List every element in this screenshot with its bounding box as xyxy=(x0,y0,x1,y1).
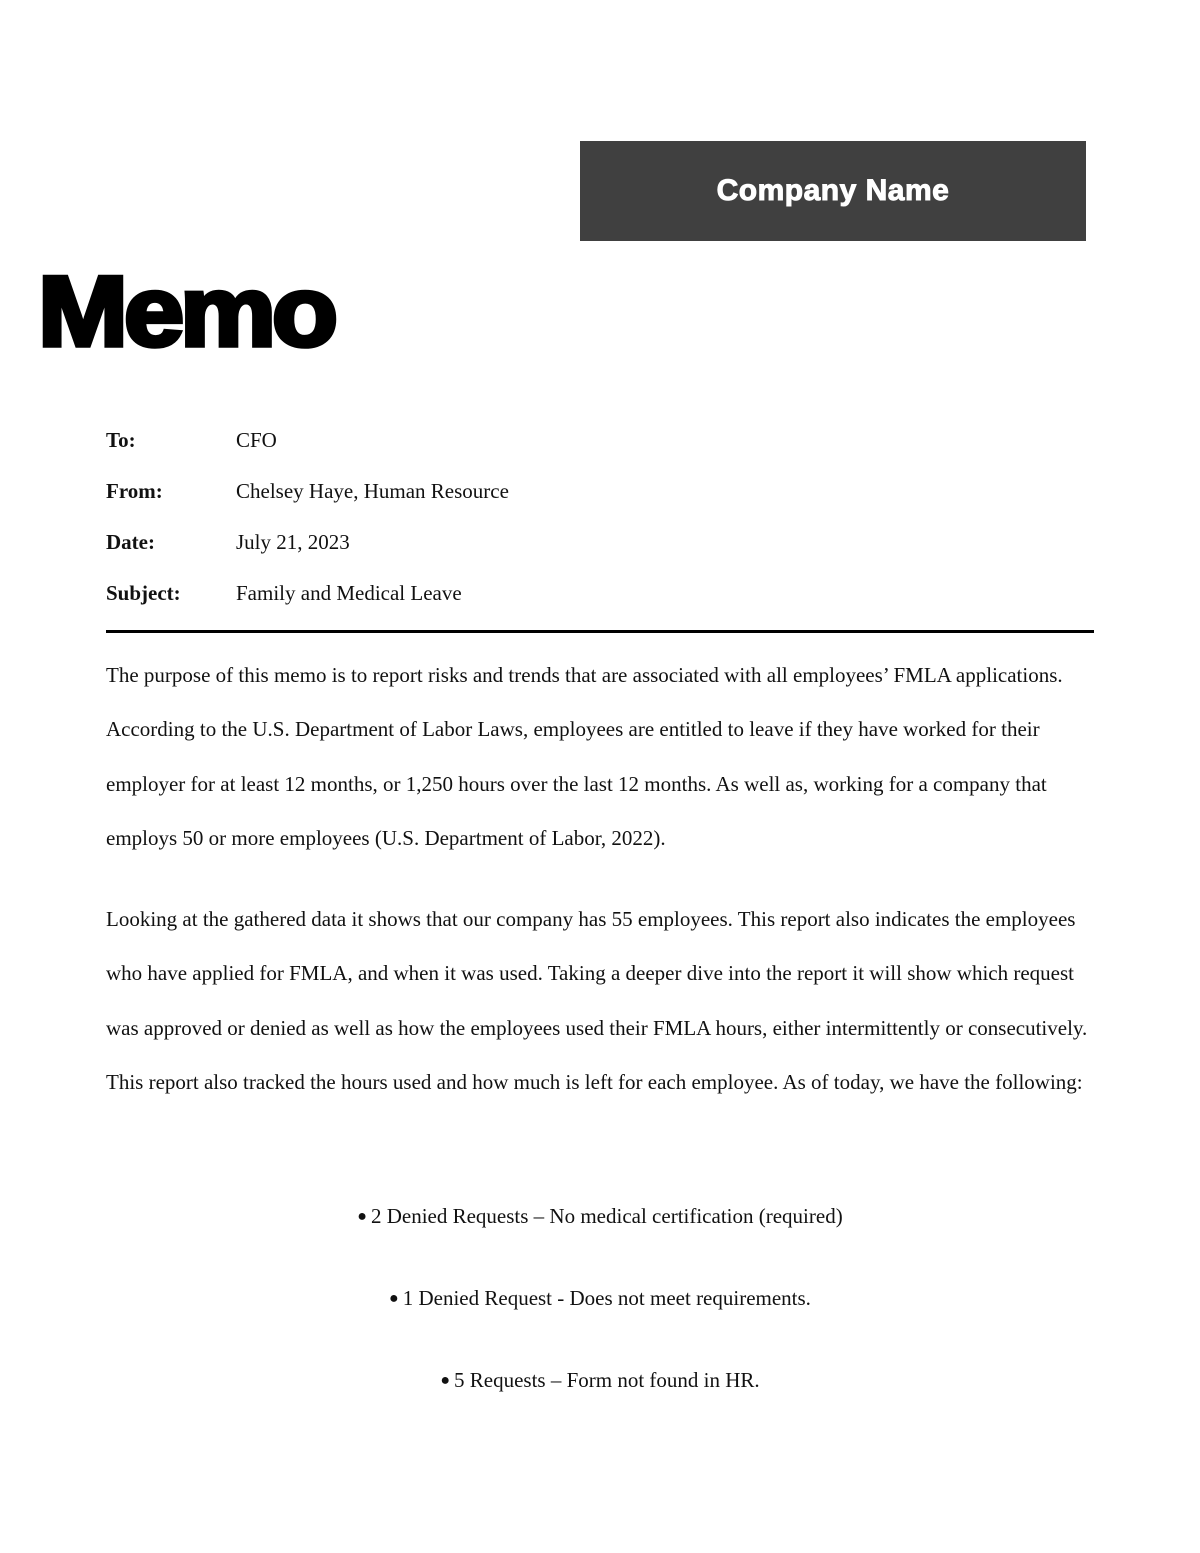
bullet-icon: ● xyxy=(389,1290,399,1307)
page-title: Memo xyxy=(38,255,335,367)
header-label: Date: xyxy=(106,530,155,554)
company-name-banner xyxy=(580,141,1086,241)
list-item xyxy=(0,1277,1200,1359)
header-row-to xyxy=(106,424,1006,475)
header-value: Chelsey Haye, Human Resource xyxy=(236,479,509,503)
header-row-date xyxy=(106,526,1006,577)
header-row-subject xyxy=(106,577,1006,628)
header-value: July 21, 2023 xyxy=(236,530,350,554)
list-item-text: 1 Denied Request - Does not meet requirements. xyxy=(402,1286,811,1310)
header-label: From: xyxy=(106,479,163,503)
header-label: To: xyxy=(106,428,136,452)
bullet-icon: ● xyxy=(440,1372,450,1389)
header-label: Subject: xyxy=(106,581,181,605)
header-divider xyxy=(106,630,1094,633)
body-paragraph: The purpose of this memo is to report risks and trends that are associated with all employees’ FMLA applications. According to the U.S. Department of Labor Laws, employees are entitled to leave if they have worked for their employer for at least 12 months, or 1,250 hours over the last 12 months. As well as, working for a company that employs 50 or more employees (U.S. Department of Labor, 2022). xyxy=(106,663,1063,850)
list-item xyxy=(0,1195,1200,1277)
list-item-text: 2 Denied Requests – No medical certification (required) xyxy=(370,1204,843,1228)
list-item xyxy=(0,1359,1200,1441)
header-value: CFO xyxy=(236,428,277,452)
bullet-icon: ● xyxy=(357,1208,367,1225)
memo-header xyxy=(106,424,1006,628)
body-paragraph: Looking at the gathered data it shows that our company has 55 employees. This report also indicates the employees who have applied for FMLA, and when it was used. Taking a deeper dive into the report it will show which request was approved or denied as well as how the employees used their FMLA hours, either intermittently or consecutively. This report also tracked the hours used and how much is left for each employee. As of today, we have the following: xyxy=(106,907,1088,1094)
header-value: Family and Medical Leave xyxy=(236,581,462,605)
company-name: Company Name xyxy=(716,174,950,207)
list-item-text: 5 Requests – Form not found in HR. xyxy=(454,1368,760,1392)
bullet-list xyxy=(0,1195,1200,1441)
header-row-from xyxy=(106,475,1006,526)
